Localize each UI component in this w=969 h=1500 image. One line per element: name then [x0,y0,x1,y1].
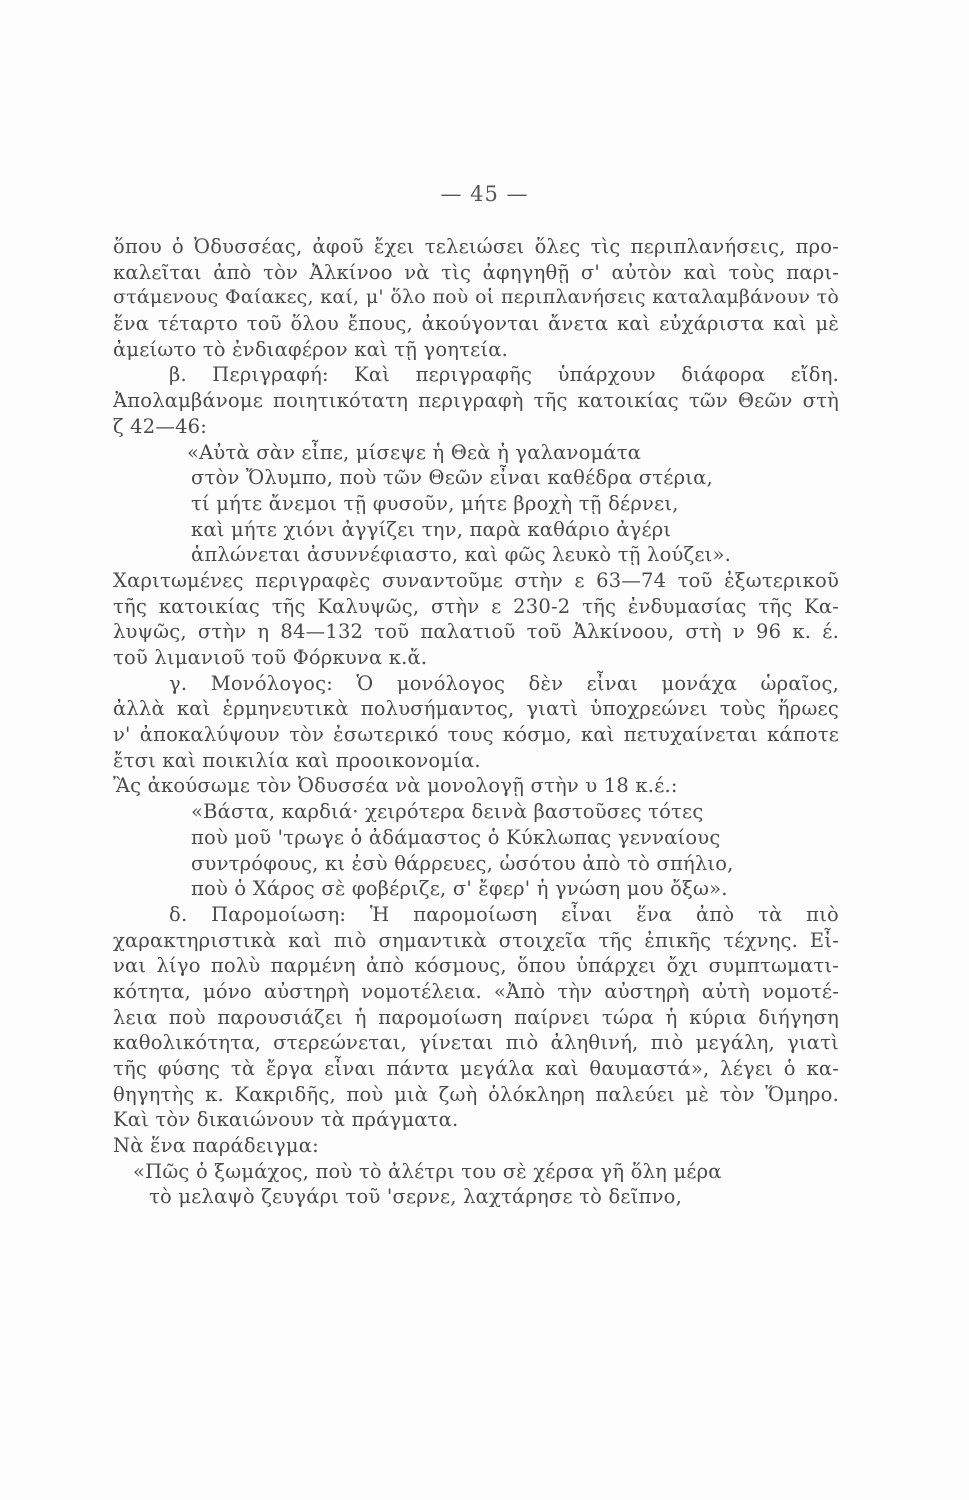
text-line: Νὰ ἕνα παράδειγμα: [113,1134,319,1158]
text-line: καλεῖται ἀπὸ τὸν Ἀλκίνοο νὰ τὶς ἀφηγηθῇ σ' αὐτὸν καὶ τοὺς παρι- [113,260,839,284]
quote-line: καὶ μήτε χιόνι ἀγγίζει την, παρὰ καθάριο ἀγέρι [191,517,672,541]
quote-line: στὸν Ὄλυμπο, ποὺ τῶν Θεῶν εἶναι καθέδρα στέρια, [191,466,713,490]
text-line: λεια ποὺ παρουσιάζει ἡ παρομοίωση παίρνει τώρα ἡ κύρια διήγηση [113,1005,839,1029]
quote-line: συντρόφους, κι ἐσὺ θάρρευες, ὡσότου ἀπὸ τὸ σπήλιο, [191,851,734,875]
text-line: ἔτσι καὶ ποικιλία καὶ προοικονομία. [113,748,481,772]
section-heading-description: β. Περιγραφή: Καὶ περιγραφῆς ὑπάρχουν διάφορα εἴδη. [169,363,839,387]
text-line: θηγητὴς κ. Κακριδῆς, ποὺ μιὰ ζωὴ ὁλόκληρη παλεύει μὲ τὸν Ὅμηρο. [113,1082,839,1106]
text-line: ζ 42—46: [113,414,208,438]
text-line: λυψῶς, στὴν η 84—132 τοῦ παλατιοῦ τοῦ Ἀλκίνοου, στὴ ν 96 κ. έ. [113,620,839,644]
quote-line: τί μήτε ἄνεμοι τῇ φυσοῦν, μήτε βροχὴ τῇ δέρνει, [191,491,679,515]
text-line: τῆς φύσης τὰ ἔργα εἶναι πάντα μεγάλα καὶ θαυμαστά», λέγει ὁ κα- [113,1057,839,1080]
quote-line: «Πῶς ὁ ξωμάχος, ποὺ τὸ ἀλέτρι του σὲ χέρσα γῆ ὅλη μέρα [133,1159,722,1183]
quote-line: ποὺ μοῦ 'τρωγε ὁ ἀδάμαστος ὁ Κύκλωπας γενναίους [191,825,721,849]
quote-line: ἁπλώνεται ἀσυννέφιαστο, καὶ φῶς λευκὸ τῇ λούζει». [191,543,732,567]
text-line: ναι λίγο πολὺ παρμένη ἀπὸ κόσμους, ὅπου ὑπάρχει ὄχι συμπτωματι- [113,954,839,978]
text-line: ἀμείωτο τὸ ἐνδιαφέρον καὶ τῇ γοητεία. [113,337,509,361]
text-line: καθολικότητα, στερεώνεται, γίνεται πιὸ ἀληθινή, πιὸ μεγάλη, γιατὶ [113,1031,839,1055]
quote-line: «Αὐτὰ σὰν εἶπε, μίσεψε ἡ Θεὰ ἡ γαλανομάτα [187,440,642,464]
quote-line: «Βάστα, καρδιά· χειρότερα δεινὰ βαστοῦσες τότες [191,800,704,824]
text-line: ν' ἀποκαλύψουν τὸν ἐσωτερικό τους κόσμο, καὶ πετυχαίνεται κάποτε [113,723,839,747]
section-heading-simile: δ. Παρομοίωση: Ἡ παρομοίωση εἶναι ἕνα ἀπὸ τὰ πιὸ [169,902,839,926]
text-line: Καὶ τὸν δικαιώνουν τὰ πράγματα. [113,1108,459,1132]
text-line: τῆς κατοικίας τῆς Καλυψῶς, στὴν ε 230-2 τῆς ἐνδυμασίας τῆς Κα- [113,594,839,618]
section-heading-monologue: γ. Μονόλογος: Ὁ μονόλογος δὲν εἶναι μονάχα ὡραῖος, [169,671,839,695]
text-line: ἕνα τέταρτο τοῦ ὅλου ἔπους, ἀκούγονται ἄνετα καὶ εὐχάριστα καὶ μὲ [113,312,839,336]
text-line: κότητα, μόνο αὐστηρὴ νομοτέλεια. «Ἀπὸ τὴν αὐστηρὴ αὐτὴ νομοτέ- [113,979,839,1003]
text-line: χαρακτηριστικὰ καὶ πιὸ σημαντικὰ στοιχεῖα τῆς ἐπικῆς τέχνης. Εἶ- [113,928,839,952]
text-line: Χαριτωμένες περιγραφὲς συναντοῦμε στὴν ε 63—74 τοῦ ἐξωτερικοῦ [113,568,839,592]
text-line: Ἂς ἀκούσωμε τὸν Ὀδυσσέα νὰ μονολογῇ στὴν υ 18 κ.έ.: [113,774,678,798]
text-line: Ἀπολαμβάνομε ποιητικότατη περιγραφὴ τῆς κατοικίας τῶν Θεῶν στὴ [113,389,839,413]
quote-line: τὸ μελαψὸ ζευγάρι τοῦ 'σερνε, λαχτάρησε τὸ δεῖπνο, [149,1185,682,1209]
quote-line: ποὺ ὁ Χάρος σὲ φοβέριζε, σ' ἔφερ' ἡ γνώση μου ὄξω». [191,877,728,901]
text-line: ἀλλὰ καὶ ἑρμηνευτικὰ πολυσήμαντος, γιατὶ ὑποχρεώνει τοὺς ἥρωες [113,697,839,721]
page-number: — 45 — [440,182,529,206]
text-line: τοῦ λιμανιοῦ τοῦ Φόρκυνα κ.ἄ. [113,646,428,669]
text-line: ὅπου ὁ Ὀδυσσέας, ἀφοῦ ἔχει τελειώσει ὅλες τὶς περιπλανήσεις, προ- [113,235,839,258]
body-text [113,234,839,1210]
text-line: στάμενους Φαίακες, καί, μ' ὅλο ποὺ οἱ περιπλανήσεις καταλαμβάνουν τὸ [113,286,839,309]
